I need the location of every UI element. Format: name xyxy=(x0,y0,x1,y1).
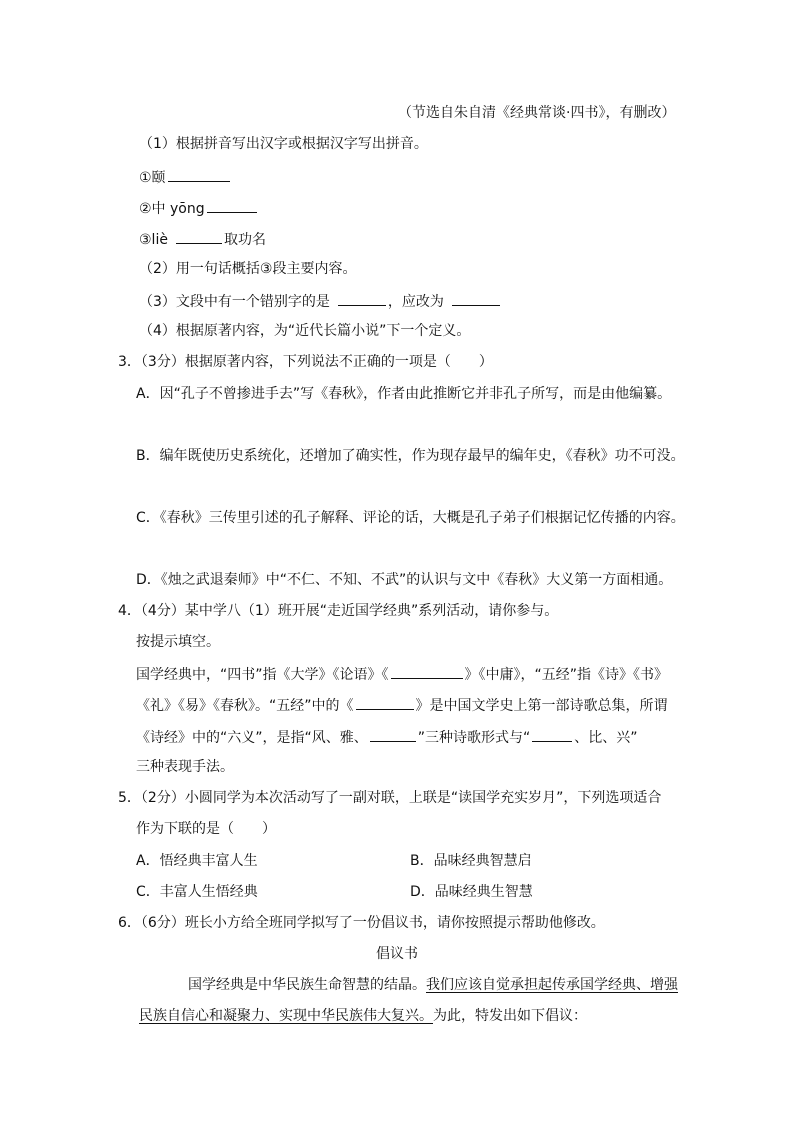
q4-stem: 4．（4分）某中学八（1）班开展“走近国学经典”系列活动，请你参与。 xyxy=(118,603,559,619)
q4-line1-a: 国学经典中，“四书”指《大学》《论语》《 xyxy=(136,667,389,683)
q2-sub3-b: ，应改为 xyxy=(387,294,444,310)
underlined-sentence: 民族自信心和凝聚力、实现中华民族伟大复兴。 xyxy=(139,1008,433,1024)
answer-blank[interactable] xyxy=(176,228,222,244)
answer-blank[interactable] xyxy=(452,290,500,306)
q4-line2 xyxy=(136,694,668,716)
q2-item2-text: ②中 yōng xyxy=(139,201,205,217)
q2-item1-text: ①颐 xyxy=(139,170,166,186)
q4-line3-b: ”三种诗歌形式与“ xyxy=(417,730,531,746)
answer-blank[interactable] xyxy=(207,197,257,213)
answer-blank[interactable] xyxy=(168,166,230,182)
q3-stem: 3．（3分）根据原著内容，下列说法不正确的一项是（ ） xyxy=(118,354,493,370)
proposal-para-line1 xyxy=(188,975,678,995)
q4-line3-c: 、比、兴” xyxy=(574,730,638,746)
q5-option-d[interactable]: D．品味经典生智慧 xyxy=(410,884,533,900)
q2-sub3-a: （3）文段中有一个错别字的是 xyxy=(139,294,330,310)
proposal-para-line2 xyxy=(139,1006,587,1026)
q5-stem-line2: 作为下联的是（ ） xyxy=(136,821,276,837)
q2-item1 xyxy=(139,166,232,188)
q4-line2-b: 》是中国文学史上第一部诗歌总集，所谓 xyxy=(415,698,668,714)
answer-blank[interactable] xyxy=(356,694,414,710)
proposal-text: 为此，特发出如下倡议： xyxy=(433,1008,587,1024)
q4-line2-a: 《礼》《易》《春秋》。“五经”中的《 xyxy=(136,698,354,714)
q4-line4: 三种表现手法。 xyxy=(136,759,234,775)
q4-line3-a: 《诗经》中的“六义”，是指“风、雅、 xyxy=(136,730,368,746)
q4-hint: 按提示填空。 xyxy=(136,634,220,650)
q4-line3 xyxy=(136,726,638,748)
q3-option-c[interactable]: C．《春秋》三传里引述的孔子解释、评论的话，大概是孔子弟子们根据记忆传播的内容。 xyxy=(136,510,685,526)
proposal-text: 国学经典是中华民族生命智慧的结晶。 xyxy=(188,977,426,993)
q2-item3-suffix: 取功名 xyxy=(223,232,266,248)
q3-option-d[interactable]: D．《烛之武退秦师》中“不仁、不知、不武”的认识与文中《春秋》大义第一方面相通。 xyxy=(136,572,673,588)
q3-option-b[interactable]: B．编年既使历史系统化，还增加了确实性，作为现存最早的编年史，《春秋》功不可没。 xyxy=(136,448,685,464)
q2-item3-prefix: ③liè xyxy=(139,232,168,248)
q4-line1 xyxy=(136,663,668,685)
q2-item3 xyxy=(139,228,266,250)
q4-line1-b: 》《中庸》，“五经”指《诗》《书》 xyxy=(464,667,669,683)
q5-option-b[interactable]: B．品味经典智慧启 xyxy=(410,853,532,869)
answer-blank[interactable] xyxy=(532,726,572,742)
q2-sub1: （1）根据拼音写出汉字或根据汉字写出拼音。 xyxy=(139,136,428,152)
q5-option-a[interactable]: A．悟经典丰富人生 xyxy=(136,853,258,869)
q2-sub3 xyxy=(139,290,502,312)
source-note: （节选自朱自清《经典常谈·四书》，有删改） xyxy=(398,105,676,121)
answer-blank[interactable] xyxy=(370,726,416,742)
q2-sub4: （4）根据原著内容，为“近代长篇小说”下一个定义。 xyxy=(139,323,471,339)
q2-sub2: （2）用一句话概括③段主要内容。 xyxy=(139,261,357,277)
answer-blank[interactable] xyxy=(391,663,463,679)
proposal-title: 倡议书 xyxy=(376,946,418,962)
q5-stem-line1: 5．（2分）小圆同学为本次活动写了一副对联，上联是“读国学充实岁月”，下列选项适合 xyxy=(118,790,662,806)
q2-item2 xyxy=(139,197,259,219)
q6-stem: 6．（6分）班长小方给全班同学拟写了一份倡议书，请你按照提示帮助他修改。 xyxy=(118,915,605,931)
q3-option-a[interactable]: A．因“孔子不曾掺进手去”写《春秋》，作者由此推断它并非孔子所写，而是由他编纂。 xyxy=(136,386,672,402)
underlined-sentence: 我们应该自觉承担起传承国学经典、增强 xyxy=(426,977,678,993)
q5-option-c[interactable]: C．丰富人生悟经典 xyxy=(136,884,258,900)
answer-blank[interactable] xyxy=(338,290,386,306)
